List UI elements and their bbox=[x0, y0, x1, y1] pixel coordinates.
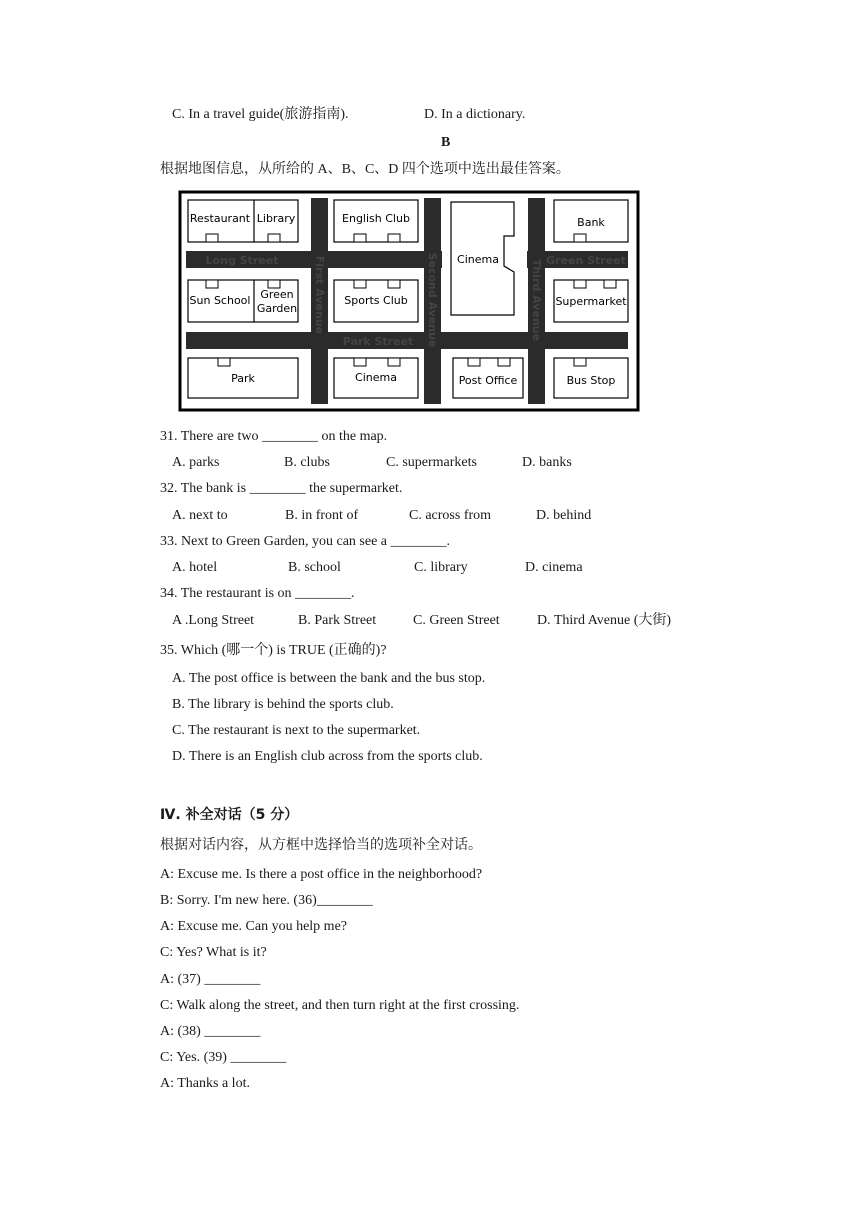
map-label-second-avenue: Second Avenue bbox=[426, 252, 439, 348]
q33-option-d: D. cinema bbox=[525, 560, 583, 575]
q33-option-a: A. hotel bbox=[172, 560, 218, 575]
map-label-cinema-bottom: Cinema bbox=[355, 371, 397, 384]
q35-option-c: C. The restaurant is next to the supermarket. bbox=[172, 723, 421, 738]
dialogue-line-8: C: Yes. (39) ________ bbox=[160, 1050, 287, 1065]
map-label-cinema-top: Cinema bbox=[457, 253, 499, 266]
q35-option-b: B. The library is behind the sports club. bbox=[172, 697, 394, 712]
map-label-post-office: Post Office bbox=[458, 374, 518, 387]
map-label-supermarket: Supermarket bbox=[555, 295, 627, 308]
q32-option-b: B. in front of bbox=[285, 508, 359, 523]
dialogue-line-6: C: Walk along the street, and then turn right at the first crossing. bbox=[160, 998, 520, 1013]
map-label-park: Park bbox=[231, 372, 255, 385]
map-label-third-avenue: Third Avenue bbox=[530, 258, 543, 342]
option-d-dictionary: D. In a dictionary. bbox=[424, 107, 526, 122]
map-label-library: Library bbox=[256, 212, 296, 225]
map-label-sports-club: Sports Club bbox=[344, 294, 408, 307]
q31-option-a: A. parks bbox=[172, 455, 220, 470]
section-iv-title: Ⅳ. 补全对话（5 分） bbox=[160, 807, 299, 823]
map-label-long-street: Long Street bbox=[205, 254, 279, 267]
map-label-green-street: Green Street bbox=[546, 254, 626, 267]
map-label-bus-stop: Bus Stop bbox=[566, 374, 616, 387]
map-label-bank: Bank bbox=[577, 216, 605, 229]
dialogue-line-7: A: (38) ________ bbox=[160, 1024, 261, 1039]
q35-option-a: A. The post office is between the bank and the bus stop. bbox=[172, 671, 486, 686]
map-label-sun-school: Sun School bbox=[189, 294, 251, 307]
section-b-title: B bbox=[441, 135, 451, 150]
dialogue-line-9: A: Thanks a lot. bbox=[160, 1076, 250, 1091]
dialogue-line-3: A: Excuse me. Can you help me? bbox=[160, 919, 348, 934]
q33-option-b: B. school bbox=[288, 560, 341, 575]
question-32: 32. The bank is ________ the supermarket. bbox=[160, 481, 403, 496]
question-34: 34. The restaurant is on ________. bbox=[160, 586, 355, 601]
q33-option-c: C. library bbox=[414, 560, 468, 575]
street-map bbox=[178, 190, 640, 412]
question-31: 31. There are two ________ on the map. bbox=[160, 429, 388, 444]
dialogue-line-2: B: Sorry. I'm new here. (36)________ bbox=[160, 893, 373, 908]
question-33: 33. Next to Green Garden, you can see a ________. bbox=[160, 534, 451, 549]
q34-option-b: B. Park Street bbox=[298, 613, 377, 628]
map-label-restaurant: Restaurant bbox=[189, 212, 251, 225]
map-label-green-garden-line2: Garden bbox=[256, 302, 298, 315]
q35-option-d: D. There is an English club across from the sports club. bbox=[172, 749, 483, 764]
q34-option-c: C. Green Street bbox=[413, 613, 500, 628]
q34-option-d: D. Third Avenue (大街) bbox=[537, 613, 672, 628]
dialogue-line-4: C: Yes? What is it? bbox=[160, 945, 267, 960]
q32-option-a: A. next to bbox=[172, 508, 228, 523]
dialogue-line-5: A: (37) ________ bbox=[160, 972, 261, 987]
map-label-park-street: Park Street bbox=[342, 335, 414, 348]
q31-option-c: C. supermarkets bbox=[386, 455, 477, 470]
map-label-english-club: English Club bbox=[342, 212, 410, 225]
option-c-travel-guide: C. In a travel guide(旅游指南). bbox=[172, 107, 349, 122]
map-label-green-garden-line1: Green bbox=[260, 288, 294, 301]
map-label-first-avenue: First Avenue bbox=[313, 255, 326, 335]
q32-option-c: C. across from bbox=[409, 508, 492, 523]
q31-option-b: B. clubs bbox=[284, 455, 330, 470]
q32-option-d: D. behind bbox=[536, 508, 592, 523]
q31-option-d: D. banks bbox=[522, 455, 572, 470]
q34-option-a: A .Long Street bbox=[172, 613, 255, 628]
section-b-instruction: 根据地图信息，从所给的 A、B、C、D 四个选项中选出最佳答案。 bbox=[160, 162, 570, 177]
dialogue-line-1: A: Excuse me. Is there a post office in the neighborhood? bbox=[160, 867, 483, 882]
question-35: 35. Which (哪一个) is TRUE (正确的)? bbox=[160, 643, 387, 658]
section-iv-instruction: 根据对话内容，从方框中选择恰当的选项补全对话。 bbox=[160, 838, 482, 853]
